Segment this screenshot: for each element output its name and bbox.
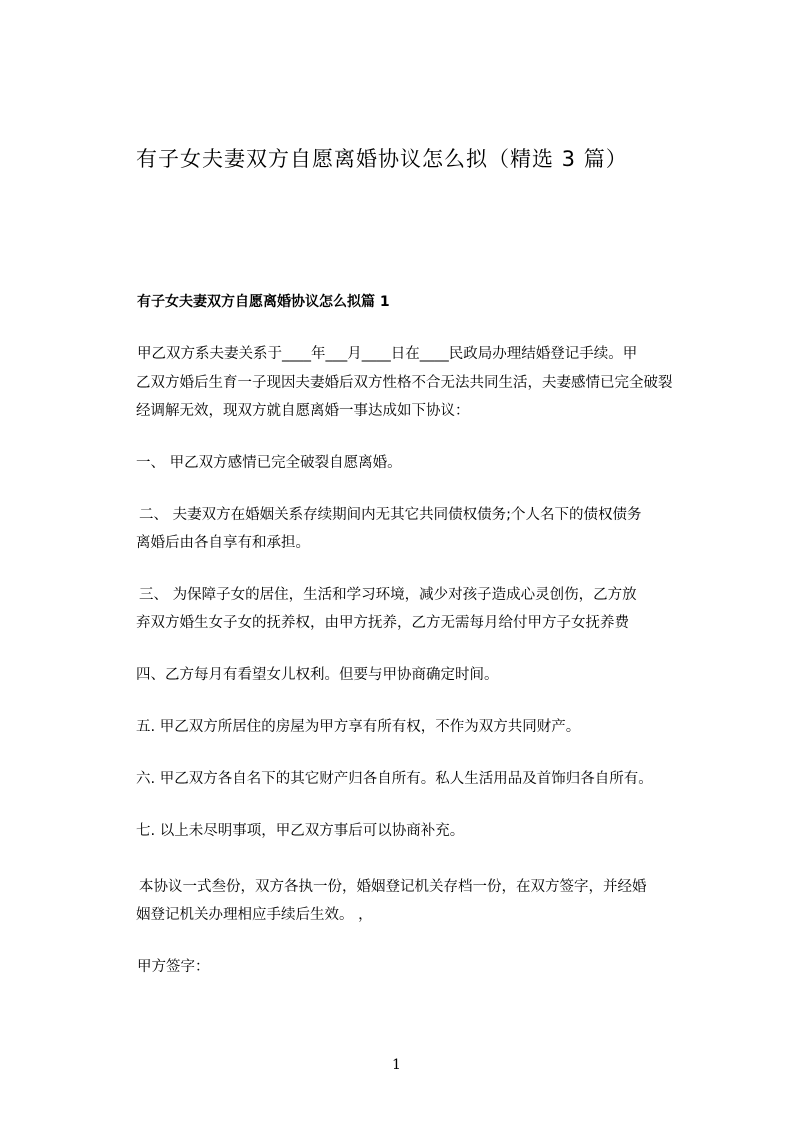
clause-2-line-1: 二、 夫妻双方在婚姻关系存续期间内无其它共同债权债务;个人名下的债权债务 <box>139 507 642 523</box>
document-title: 有子女夫妻双方自愿离婚协议怎么拟（精选 3 篇） <box>136 147 628 171</box>
section-title: 有子女夫妻双方自愿离婚协议怎么拟篇 1 <box>137 294 390 310</box>
clause-5: 五. 甲乙双方所居住的房屋为甲方享有所有权，不作为双方共同财产。 <box>136 719 581 735</box>
closing-line-2: 姻登记机关办理相应手续后生效。 ， <box>136 907 373 923</box>
closing-line-1: 本协议一式叁份，双方各执一份，婚姻登记机关存档一份，在双方签字，并经婚 <box>139 879 647 895</box>
clause-6: 六. 甲乙双方各自名下的其它财产归各自所有。私人生活用品及首饰归各自所有。 <box>136 771 653 787</box>
signature-label: 甲方签字： <box>137 959 210 975</box>
intro-line-1: 甲乙双方系夫妻关系于____年___月____日在____民政局办理结婚登记手续。甲 <box>137 346 638 362</box>
clause-3-line-1: 三、 为保障子女的居住，生活和学习环境，减少对孩子造成心灵创伤，乙方放 <box>139 587 637 603</box>
clause-4: 四、乙方每月有看望女儿权利。但要与甲协商确定时间。 <box>136 667 499 683</box>
clause-3-line-2: 弃双方婚生女子女的抚养权，由甲方抚养，乙方无需每月给付甲方子女抚养费 <box>136 615 629 631</box>
clause-2-line-2: 离婚后由各自享有和承担。 <box>136 535 310 551</box>
page-number: 1 <box>392 1057 401 1073</box>
clause-1: 一、 甲乙双方感情已完全破裂自愿离婚。 <box>136 455 402 471</box>
intro-line-3: 经调解无效，现双方就自愿离婚一事达成如下协议： <box>136 403 470 419</box>
intro-line-2: 乙双方婚后生育一子现因夫妻婚后双方性格不合无法共同生活，夫妻感情已完全破裂 <box>136 375 673 391</box>
clause-7: 七. 以上未尽明事项，甲乙双方事后可以协商补充。 <box>136 823 465 839</box>
